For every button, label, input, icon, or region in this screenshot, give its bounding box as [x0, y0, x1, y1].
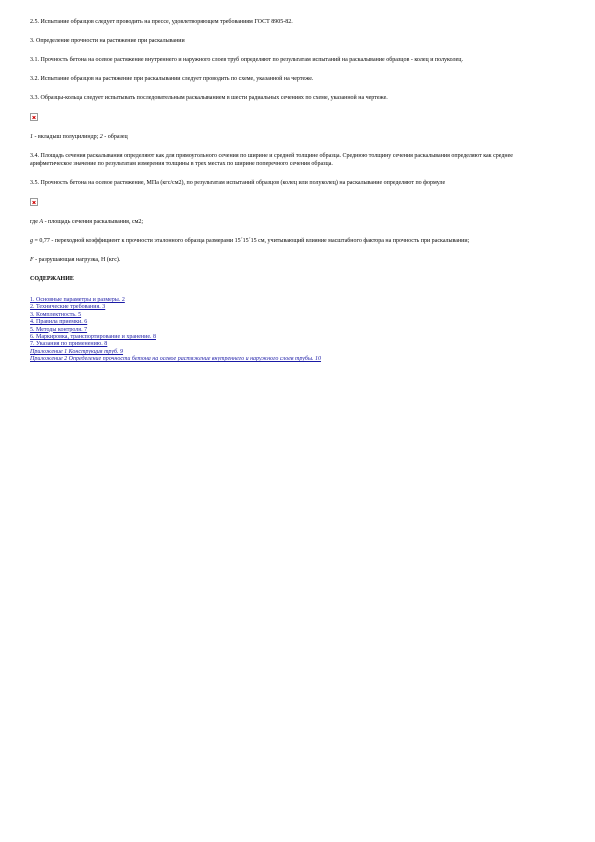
paragraph-3-1: 3.1. Прочность бетона на осевое растяжение внутреннего и наружного слоев труб определяют по результатам испытаний на раскалывание образцов - колец и полуколец. [30, 57, 463, 63]
formula-where-area [30, 218, 545, 226]
formula-f-load [30, 256, 545, 264]
paragraph-2-5: 2.5. Испытание образцов следует проводить на прессе, удовлетворяющем требованиям ГОСТ 8905-82. [30, 19, 293, 25]
where-area-text: - площадь сечения раскалывания, см2; [43, 219, 144, 225]
toc-link-section-4[interactable]: 4. Правила приемки. 6 [30, 319, 88, 326]
where-prefix: где [30, 219, 40, 225]
toc-link-appendix-1[interactable]: Приложение 1 Конструкция труб. 9 [30, 348, 124, 355]
toc-heading: СОДЕРЖАНИЕ [30, 276, 74, 282]
toc-link-section-1[interactable]: 1. Основные параметры и размеры. 2 [30, 297, 125, 303]
toc-link-section-3[interactable]: 3. Комплектность. 5 [30, 311, 82, 318]
formula-g-coefficient [30, 237, 545, 245]
figure-caption [30, 133, 545, 141]
table-of-contents [30, 297, 545, 364]
toc-link-section-2[interactable]: 2. Технические требования. 3 [30, 304, 106, 311]
paragraph-3-3: 3.3. Образцы-кольца следует испытывать последовательным раскалыванием в шести радиальных сечениях по схеме, указанной на чертеже. [30, 95, 388, 101]
broken-image-icon [30, 113, 38, 121]
paragraph-3-2: 3.2. Испытание образцов на растяжение при раскалывании следует проводить по схеме, указанной на чертеже. [30, 76, 314, 82]
variable-g: g [30, 238, 33, 244]
g-coefficient-text: = 0,77 - переходной коэффициент к прочности эталонного образца размерами 15´15´15 см, учитывающий влияние масштабного фактора на прочность при раскалывании; [33, 238, 470, 244]
caption-number-2: 2 [99, 134, 103, 140]
paragraph-3-5: 3.5. Прочность бетона на осевое растяжение, МПа (кгс/см2), по результатам испытаний образцов (колец или полуколец) на раскалывание определяют по формуле [30, 180, 446, 186]
caption-text-1: - вкладыш полуцилиндр; [33, 134, 100, 140]
toc-link-appendix-2[interactable]: Приложение 2 Определение прочности бетона на осевое растяжение внутреннего и наружного слоев трубы. 10 [30, 356, 322, 363]
variable-a: A [39, 219, 44, 225]
toc-link-section-5[interactable]: 5. Методы контроля. 7 [30, 326, 88, 333]
variable-f: F [30, 257, 34, 263]
section-3-heading: 3. Определение прочности на растяжение при раскалывании [30, 38, 185, 44]
toc-link-section-7[interactable]: 7. Указания по применению. 8 [30, 341, 108, 348]
caption-number-1: 1 [30, 134, 33, 140]
toc-link-section-6[interactable]: 6. Маркировка, транспортирование и хранение. 8 [30, 334, 156, 341]
caption-text-2: - образец [102, 134, 128, 140]
broken-image-icon [30, 198, 38, 206]
paragraph-3-4: 3.4. Площадь сечения раскалывания определяют как для прямоугольного сечения по ширине и средней толщине образца. Среднюю толщину сечения раскалывания определяют как среднее арифметическое значение по результатам измерения толщины в трех местах по ширине поперечного сечения образца. [30, 153, 513, 167]
f-load-text: - разрушающая нагрузка, Н (кгс). [33, 257, 121, 263]
